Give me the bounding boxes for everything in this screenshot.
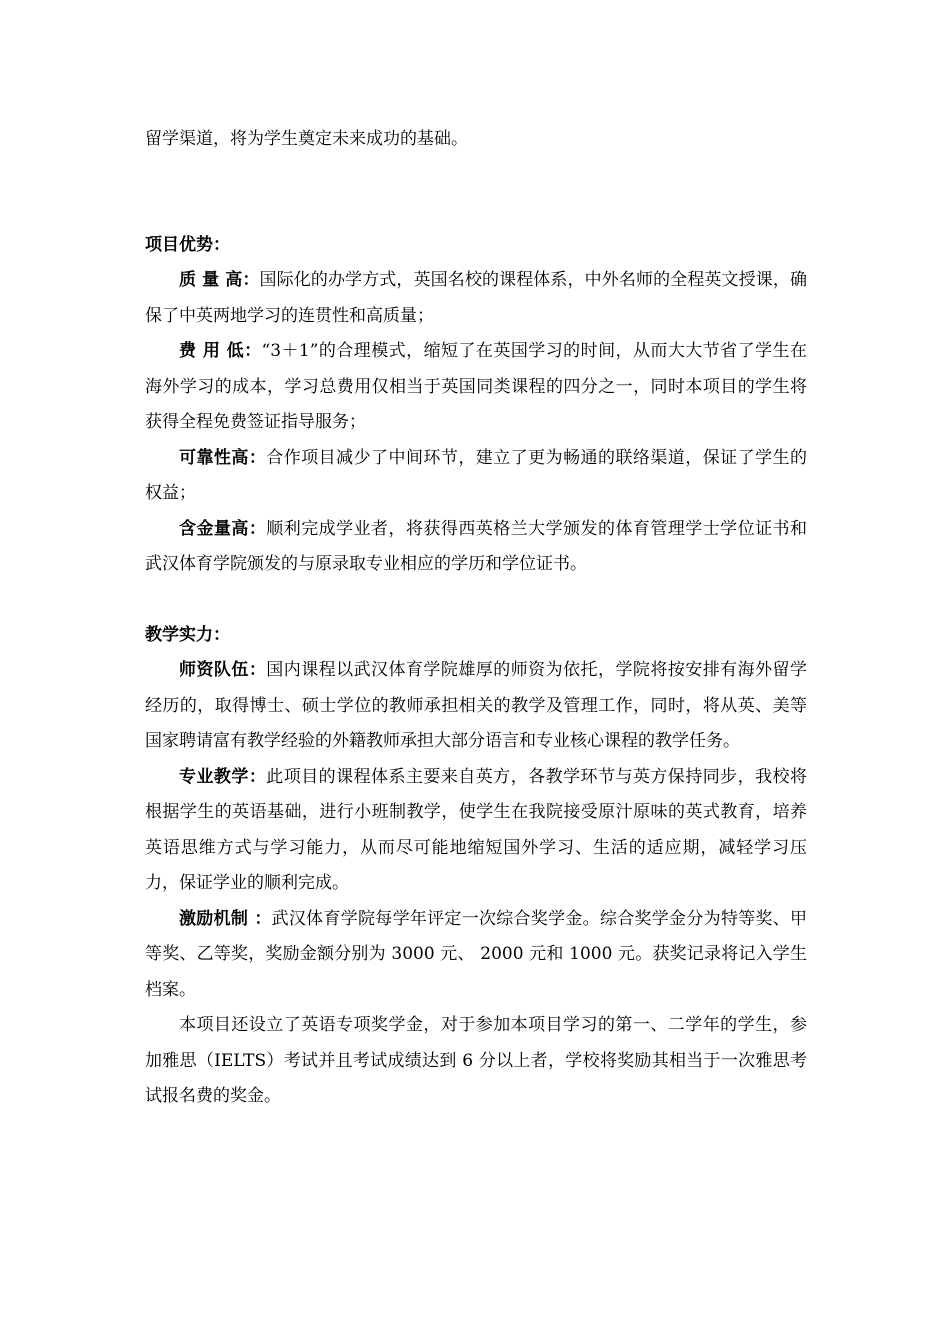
teaching-curriculum-text: 此项目的课程体系主要来自英方，各教学环节与英方保持同步，我校将根据学生的英语基础，进行小班制教学，使学生在我院接受原汁原味的英式教育，培养英语思维方式与学习能力，从而尽可能地缩短国外学习、生活的适应期，减轻学习压力，保证学业的顺利完成。	[145, 766, 808, 893]
intro-paragraph-tail: 留学渠道，将为学生奠定未来成功的基础。	[145, 129, 468, 149]
advantage-cost-label: 费 用 低：	[179, 341, 262, 361]
teaching-incentives-text: 武汉体育学院每学年评定一次综合奖学金。综合奖学金分为特等奖、甲等奖、乙等奖，奖励金额分别为 3000 元、 2000 元和 1000 元。获奖记录将记入学生档案。	[145, 908, 808, 1000]
advantage-value-label: 含金量高：	[179, 518, 267, 539]
advantage-quality-text: 国际化的办学方式，英国名校的课程体系，中外名师的全程英文授课，确保了中英两地学习的连贯性和高质量；	[145, 270, 807, 326]
section-heading-teaching: 教学实力：	[145, 624, 230, 645]
advantage-reliability	[145, 441, 807, 512]
teaching-faculty-text: 国内课程以武汉体育学院雄厚的师资为依托，学院将按安排有海外留学经历的，取得博士、硕士学位的教师承担相关的教学及管理工作，同时，将从英、美等国家聘请富有教学经验的外籍教师承担大部分语言和专业核心课程的教学任务。	[145, 660, 808, 751]
advantage-cost-text: “3＋1”的合理模式，缩短了在英国学习的时间，从而大大节省了学生在海外学习的成本，学习总费用仅相当于英国同类课程的四分之一，同时本项目的学生将获得全程免费签证指导服务；	[145, 341, 807, 432]
teaching-incentives	[145, 902, 807, 1009]
advantage-reliability-label: 可靠性高：	[179, 447, 267, 468]
teaching-incentives-label: 激励机制 ：	[179, 908, 272, 929]
teaching-faculty	[145, 653, 807, 760]
advantage-value	[145, 512, 807, 583]
advantage-quality-label: 质 量 高：	[179, 270, 260, 290]
spacer	[145, 583, 807, 618]
teaching-curriculum	[145, 760, 807, 902]
advantage-quality	[145, 263, 807, 334]
advantage-cost	[145, 334, 807, 441]
advantage-value-text: 顺利完成学业者，将获得西英格兰大学颁发的体育管理学士学位证书和武汉体育学院颁发的与原录取专业相应的学历和学位证书。	[145, 518, 808, 574]
advantage-reliability-text: 合作项目减少了中间环节，建立了更为畅通的联络渠道，保证了学生的权益；	[145, 447, 808, 503]
teaching-faculty-label: 师资队伍：	[179, 660, 267, 680]
section-heading-advantages: 项目优势：	[145, 234, 230, 255]
document-body	[145, 122, 807, 1115]
spacer	[145, 158, 807, 228]
teaching-ielts-scholarship: 本项目还设立了英语专项奖学金，对于参加本项目学习的第一、二学年的学生，参加雅思（IELTS）考试并且考试成绩达到 6 分以上者，学校将奖励其相当于一次雅思考试报名费的奖金。	[145, 1015, 807, 1106]
teaching-curriculum-label: 专业教学：	[179, 766, 267, 787]
